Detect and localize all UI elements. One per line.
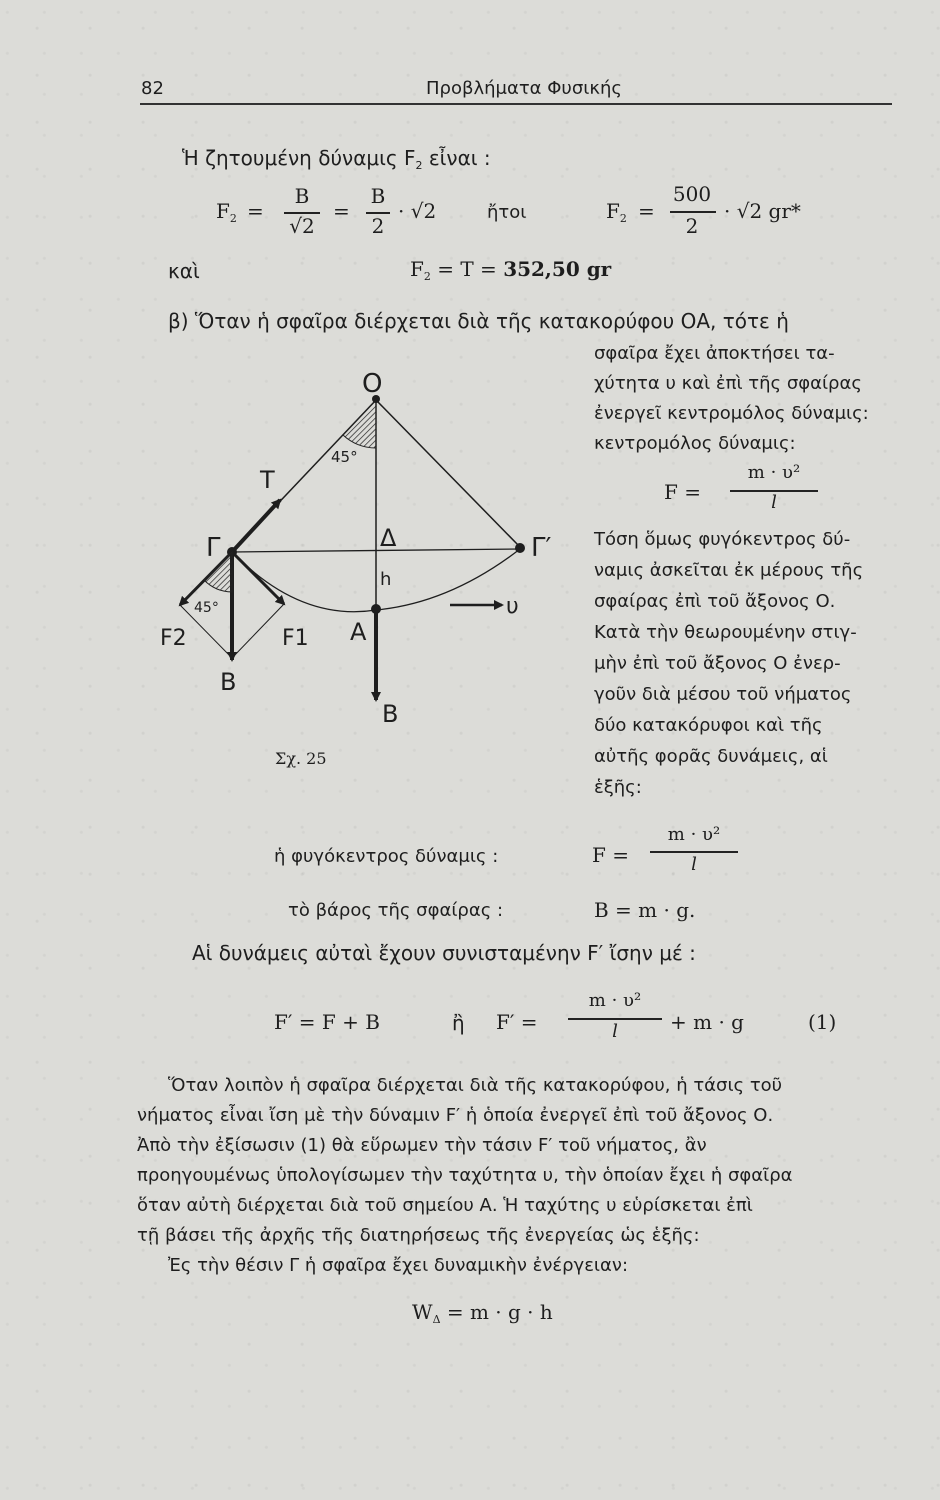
right-col-line-2: χύτητα υ καὶ ἐπὶ τῆς σφαίρας	[594, 373, 862, 394]
eq2-rest: = T =	[430, 257, 504, 281]
label-o: O	[362, 369, 383, 399]
eq1-bar3	[670, 211, 716, 213]
label-f1: F1	[282, 626, 309, 651]
label-t: T	[260, 466, 275, 494]
centripetal-num: m · υ²	[747, 462, 801, 483]
label-delta: Δ	[380, 524, 397, 552]
tension-arrow	[232, 500, 280, 552]
eqm-or: ἢ	[452, 1011, 465, 1035]
resultant-text: Αἱ δυνάμεις αὐταὶ ἔχουν συνισταμένην F′ ἴσην μέ :	[192, 941, 696, 965]
right-col-line-1: σφαῖρα ἔχει ἀποκτήσει τα-	[594, 343, 835, 364]
eq2-lhs: F	[410, 257, 424, 281]
eqm-bar	[568, 1018, 662, 1020]
label-h: h	[380, 569, 392, 590]
final-line-1: Ὅταν λοιπὸν ἡ σφαῖρα διέρχεται διὰ τῆς κατακορύφου, ἡ τάσις τοῦ	[168, 1075, 783, 1096]
eq1-itoi: ἤτοι	[487, 202, 527, 223]
intro-text: Ἡ ζητουμένη δύναμις F	[182, 146, 416, 170]
intro-sub: 2	[415, 159, 423, 172]
eq1-den1: √2	[289, 214, 315, 238]
right-col2-line-9: ἑξῆς:	[594, 777, 642, 798]
centripetal-den: l	[771, 492, 777, 513]
final-line-5: ὅταν αὐτὴ διέρχεται διὰ τοῦ σημείου Α. Ἡ ταχύτης υ εὑρίσκεται ἐπὶ	[137, 1195, 753, 1216]
right-col2-line-1: Τόση ὅμως φυγόκεντρος δύ-	[594, 529, 851, 550]
right-col-line-4: κεντρομόλος δύναμις:	[594, 433, 796, 454]
eql-lhs: W	[412, 1300, 433, 1324]
fugo-bar	[650, 851, 738, 853]
fugo-lhs: F =	[592, 843, 629, 867]
right-col2-line-4: Κατὰ τὴν θεωρουμένην στιγ-	[594, 622, 857, 643]
right-col2-line-6: γοῦν διὰ μέσου τοῦ νήματος	[594, 684, 852, 705]
weight-label: τὸ βάρος τῆς σφαίρας :	[288, 900, 504, 921]
ball-gamma-prime	[515, 543, 525, 553]
label-b-bottom: B	[382, 700, 399, 728]
right-col2-line-8: αὐτῆς φορᾶς δυνάμεις, αἱ	[594, 746, 828, 767]
running-title: Προβλήματα Φυσικής	[426, 78, 622, 99]
eq1-num2: B	[370, 184, 386, 208]
eqm-den: l	[612, 1021, 618, 1042]
angle-hatch-top	[343, 400, 376, 448]
f1-arrow	[232, 552, 284, 604]
fugo-label: ἡ φυγόκεντρος δύναμις :	[274, 846, 499, 867]
right-col2-line-2: ναμις ἀσκεῖται ἐκ μέρους τῆς	[594, 560, 864, 581]
eqm-tail: + m · g	[670, 1010, 744, 1034]
figure-caption: Σχ. 25	[275, 749, 327, 768]
right-col-line-3: ἐνεργεῖ κεντρομόλος δύναμις:	[594, 403, 869, 424]
label-a: A	[350, 618, 367, 646]
eq1-num1: B	[294, 184, 310, 208]
right-col2-line-7: δύο κατακόρυφοι καὶ τῆς	[594, 715, 823, 736]
eq1-den3: 2	[685, 214, 699, 238]
equation-potential	[412, 1300, 553, 1326]
centripetal-lhs: F =	[664, 480, 701, 504]
page-number: 82	[141, 78, 164, 99]
eq1-num3: 500	[672, 182, 712, 206]
eq1-mult2: · √2 gr*	[724, 199, 801, 223]
eq1-eq2: =	[333, 199, 350, 223]
eq1-rhs: F	[606, 199, 620, 223]
right-col2-line-5: μὴν ἐπὶ τοῦ ἄξονος Ο ἐνερ-	[594, 653, 841, 674]
fugo-den: l	[691, 854, 697, 875]
eqm-rhs-lhs: F′ =	[496, 1010, 538, 1034]
eq1-rhs-sub: 2	[619, 212, 627, 225]
eql-rest: = m · g · h	[440, 1300, 553, 1324]
label-upsilon: υ	[506, 594, 519, 619]
label-angle-top: 45°	[331, 448, 358, 466]
weight-eq: B = m · g.	[594, 898, 696, 922]
final-line-3: Ἀπὸ τὴν ἐξίσωσιν (1) θὰ εὕρωμεν τὴν τάσιν F′ τοῦ νήματος, ἂν	[137, 1135, 707, 1156]
eq1-den2: 2	[371, 214, 385, 238]
eq2-value: 352,50 gr	[503, 257, 612, 281]
label-gamma-prime: Γ′	[531, 533, 552, 563]
eq2-kai: καὶ	[168, 259, 200, 283]
eq1-mult: · √2	[398, 199, 437, 223]
para-line-2	[232, 604, 284, 658]
eq2-lhs-sub: 2	[423, 270, 431, 283]
label-b-left: B	[220, 668, 237, 696]
eqm-num: m · υ²	[588, 990, 642, 1011]
label-gamma: Γ	[206, 533, 221, 563]
right-col2-line-3: σφαίρας ἐπὶ τοῦ ἄξονος Ο.	[594, 591, 836, 612]
eqm-label: (1)	[808, 1010, 837, 1034]
final-line-2: νήματος εἶναι ἴση μὲ τὴν δύναμιν F′ ἡ ὁποία ἐνεργεῖ ἐπὶ τοῦ ἄξονος Ο.	[137, 1105, 774, 1126]
header-rule	[140, 103, 892, 105]
pendulum-figure	[150, 360, 570, 790]
final-line-7: Ἐς τὴν θέσιν Γ ἡ σφαῖρα ἔχει δυναμικὴν ἐνέργειαν:	[168, 1255, 629, 1276]
fugo-num: m · υ²	[667, 824, 721, 845]
label-f2: F2	[160, 626, 187, 651]
label-angle-left: 45°	[194, 600, 219, 616]
final-line-6: τῇ βάσει τῆς ἀρχῆς τῆς διατηρήσεως τῆς ἐνεργείας ὡς ἑξῆς:	[137, 1225, 700, 1246]
final-line-4: προηγουμένως ὑπολογίσωμεν τὴν ταχύτητα υ, τὴν ὁποίαν ἔχει ἡ σφαῖρα	[137, 1165, 793, 1186]
eq1-lhs-sub: 2	[229, 212, 237, 225]
eq1-lhs: F	[216, 199, 230, 223]
eq1-eq3: =	[638, 199, 655, 223]
string-right	[376, 400, 520, 547]
eq1-eq: =	[247, 199, 264, 223]
eql-sub: Δ	[432, 1313, 441, 1326]
intro-line	[182, 146, 491, 172]
eqm-lhs: F′ = F + B	[274, 1010, 380, 1034]
intro-end: εἶναι :	[422, 146, 491, 170]
para-b-first: β) Ὅταν ἡ σφαῖρα διέρχεται διὰ τῆς κατακορύφου ΟΑ, τότε ἡ	[168, 309, 789, 333]
